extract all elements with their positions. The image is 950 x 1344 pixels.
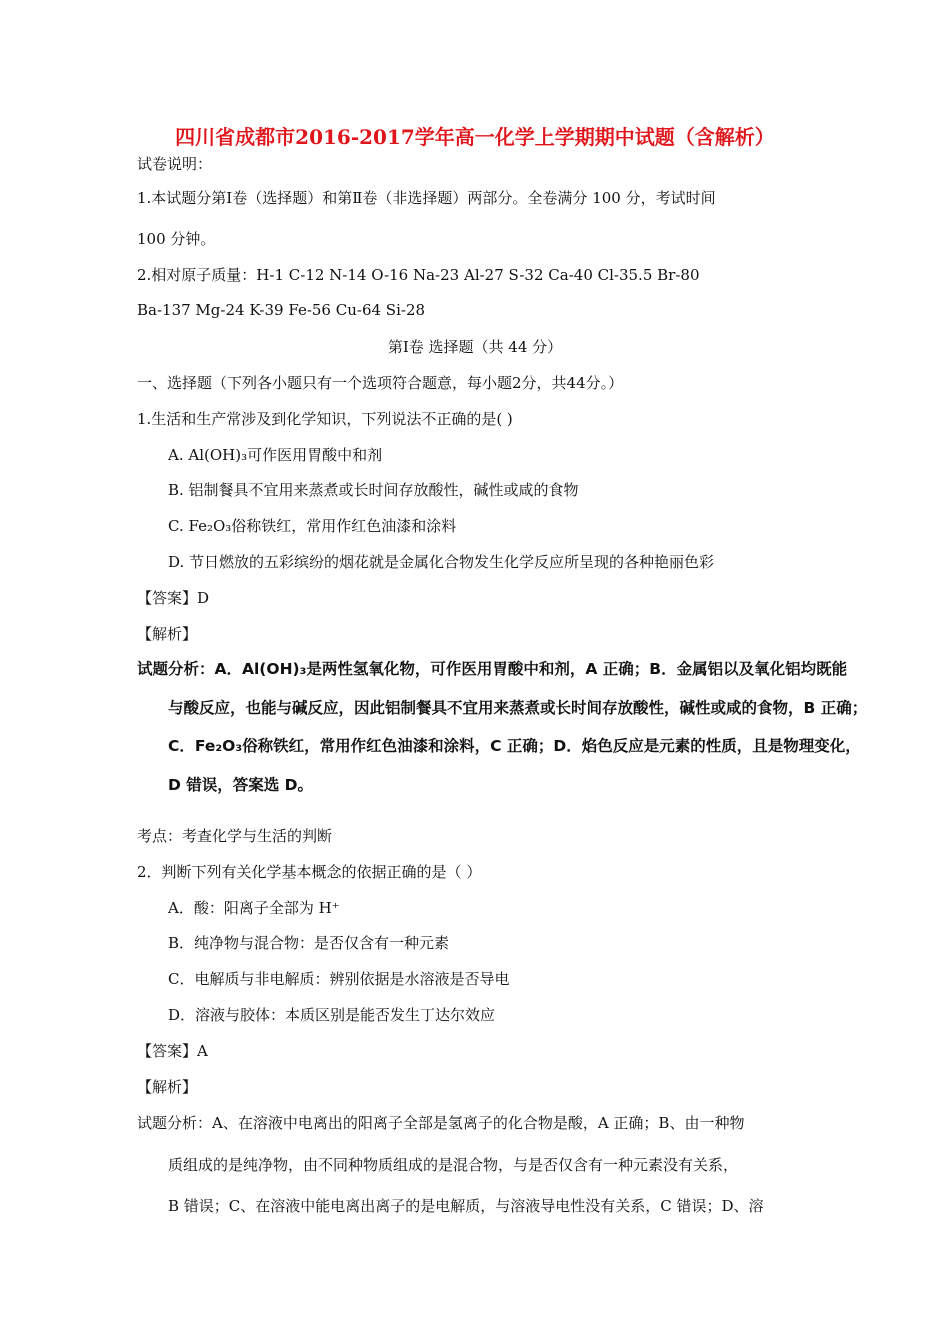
q1-analysis-line-2: 与酸反应，也能与碱反应，因此铝制餐具不宜用来蒸煮或长时间存放酸性，碱性或咸的食物，B 正确；: [168, 699, 868, 717]
q2-analysis-line-2: 质组成的是纯净物，由不同种物质组成的是混合物，与是否仅含有一种元素没有关系，: [168, 1156, 739, 1174]
q2-answer: 【答案】A: [137, 1042, 208, 1060]
q2-option-d: D．溶液与胶体：本质区别是能否发生丁达尔效应: [168, 1006, 496, 1024]
atomic-masses-line-1: 2.相对原子质量：H-1 C-12 N-14 O-16 Na-23 Al-27 S-32 Ca-40 Cl-35.5 Br-80: [137, 266, 700, 284]
q2-analysis-line-3: B 错误；C、在溶液中能电离出离子的是电解质，与溶液导电性没有关系，C 错误；D、溶: [168, 1197, 764, 1215]
document-title: 四川省成都市2016-2017学年高一化学上学期期中试题（含解析）: [175, 125, 775, 149]
q1-analysis-label: 【解析】: [137, 625, 198, 643]
q2-analysis-label: 【解析】: [137, 1078, 198, 1096]
q2-option-b: B．纯净物与混合物：是否仅含有一种元素: [168, 934, 450, 952]
q2-stem: 2．判断下列有关化学基本概念的依据正确的是（ ）: [137, 863, 482, 881]
atomic-masses-line-2: Ba-137 Mg-24 K-39 Fe-56 Cu-64 Si-28: [137, 301, 426, 319]
q1-analysis-line-3: C．Fe₂O₃俗称铁红，常用作红色油漆和涂料，C 正确；D．焰色反应是元素的性质，且是物理变化，: [168, 737, 861, 755]
section-intro: 一、选择题（下列各小题只有一个选项符合题意，每小题2分，共44分。）: [137, 374, 624, 392]
q2-analysis-line-1: 试题分析：A、在溶液中电离出的阳离子全部是氢离子的化合物是酸，A 正确；B、由一种物: [137, 1114, 745, 1132]
q2-option-a: A．酸：阳离子全部为 H⁺: [168, 899, 340, 917]
q1-point: 考点：考查化学与生活的判断: [137, 827, 333, 845]
section-header: 第Ⅰ卷 选择题（共 44 分）: [387, 338, 563, 356]
instructions-line-2: 100 分钟。: [137, 230, 216, 248]
q1-option-d: D. 节日燃放的五彩缤纷的烟花就是金属化合物发生化学反应所呈现的各种艳丽色彩: [168, 553, 715, 571]
q1-option-a: A. Al(OH)₃可作医用胃酸中和剂: [168, 446, 383, 464]
q1-option-b: B. 铝制餐具不宜用来蒸煮或长时间存放酸性，碱性或咸的食物: [168, 481, 579, 499]
q1-stem: 1.生活和生产常涉及到化学知识，下列说法不正确的是( ): [137, 410, 513, 428]
q1-answer: 【答案】D: [137, 589, 210, 607]
q1-analysis-line-1: 试题分析：A．Al(OH)₃是两性氢氧化物，可作医用胃酸中和剂，A 正确；B．金属铝以及氧化铝均既能: [137, 660, 848, 678]
q1-option-c: C. Fe₂O₃俗称铁红，常用作红色油漆和涂料: [168, 517, 457, 535]
q2-option-c: C．电解质与非电解质：辨别依据是水溶液是否导电: [168, 970, 510, 988]
q1-analysis-line-4: D 错误，答案选 D。: [168, 776, 314, 794]
instructions-heading: 试卷说明：: [137, 155, 213, 173]
instructions-line-1: 1.本试题分第Ⅰ卷（选择题）和第Ⅱ卷（非选择题）两部分。全卷满分 100 分，考试时间: [137, 189, 716, 207]
